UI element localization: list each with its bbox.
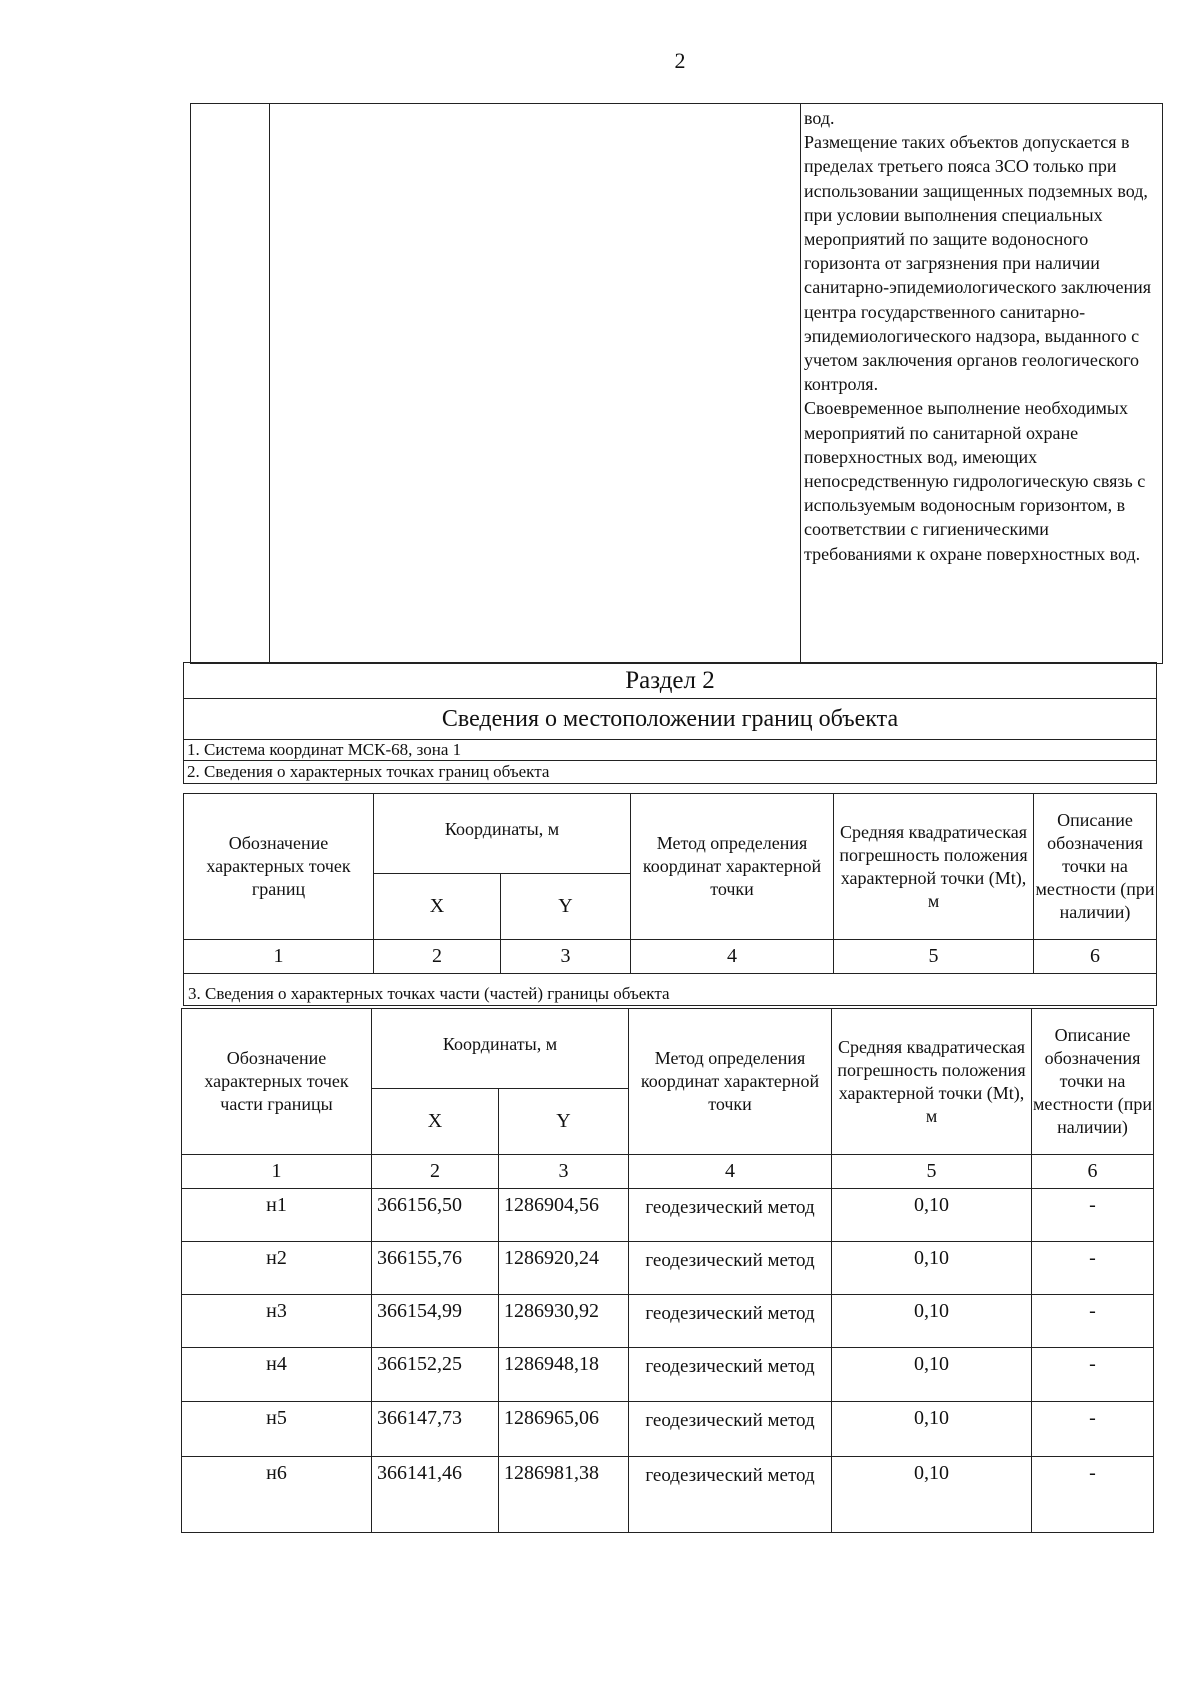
y-value: 1286930,92 [499, 1295, 629, 1348]
description-value: - [1032, 1457, 1154, 1533]
x-value: 366147,73 [372, 1402, 499, 1457]
description-value: - [1032, 1348, 1154, 1402]
header-designation: Обозначение характерных точек границ [184, 794, 374, 940]
y-value: 1286948,18 [499, 1348, 629, 1402]
continuation-paragraph: Размещение таких объектов допускается в пределах третьего пояса ЗСО только при использовании защищенных подземных вод, при условии выполнения специальных мероприятий по защите водоносного горизонта от загрязнения при наличии санитарно-эпидемиологического заключения центра государственного санитарно-эпидемиологического надзора, выданного с учетом заключения органов геологического контроля. [804, 132, 1152, 395]
parts-heading: 3. Сведения о характерных точках части (частей) границы объекта [184, 974, 1157, 1006]
header-coords: Координаты, м [372, 1009, 629, 1089]
header-method: Метод определения координат характерной точки [631, 794, 834, 940]
header-x: X [372, 1089, 499, 1155]
point-name: н1 [182, 1189, 372, 1242]
continuation-paragraph: Своевременное выполнение необходимых мероприятий по санитарной охране поверхностных вод, имеющих непосредственную гидрологическую связь с используемым водоносным горизонтом, в соответствии с гигиеническими требованиями к охране поверхностных вод. [804, 398, 1146, 564]
section-subtitle: Сведения о местоположении границ объекта [184, 699, 1157, 740]
header-error: Средняя квадратическая погрешность положения характерной точки (Mt), м [832, 1009, 1032, 1155]
point-name: н4 [182, 1348, 372, 1402]
column-number: 3 [499, 1155, 629, 1189]
method-value: геодезический метод [629, 1295, 832, 1348]
y-value: 1286904,56 [499, 1189, 629, 1242]
header-x: X [374, 874, 501, 940]
header-method: Метод определения координат характерной точки [629, 1009, 832, 1155]
error-value: 0,10 [832, 1295, 1032, 1348]
header-error: Средняя квадратическая погрешность положения характерной точки (Mt), м [834, 794, 1034, 940]
header-description: Описание обозначения точки на местности (при наличии) [1034, 794, 1157, 940]
x-value: 366141,46 [372, 1457, 499, 1533]
points-heading-cell [184, 761, 1157, 784]
points-table [183, 793, 1157, 1006]
table-row [182, 1402, 1154, 1457]
description-value: - [1032, 1402, 1154, 1457]
column-number: 5 [834, 940, 1034, 974]
table-row [182, 1189, 1154, 1242]
column-number: 2 [372, 1155, 499, 1189]
header-y: Y [501, 874, 631, 940]
point-name: н3 [182, 1295, 372, 1348]
page-number: 2 [674, 48, 686, 73]
method-value: геодезический метод [629, 1348, 832, 1402]
y-value: 1286920,24 [499, 1242, 629, 1295]
x-value: 366155,76 [372, 1242, 499, 1295]
error-value: 0,10 [832, 1348, 1032, 1402]
parts-table [181, 1008, 1154, 1533]
table-row [182, 1295, 1154, 1348]
section-header-table [183, 662, 1157, 784]
column-number: 6 [1032, 1155, 1154, 1189]
continuation-table [190, 103, 1163, 664]
method-value: геодезический метод [629, 1189, 832, 1242]
header-coords: Координаты, м [374, 794, 631, 874]
column-number: 6 [1034, 940, 1157, 974]
description-value: - [1032, 1242, 1154, 1295]
x-value: 366152,25 [372, 1348, 499, 1402]
point-name: н5 [182, 1402, 372, 1457]
header-y: Y [499, 1089, 629, 1155]
y-value: 1286965,06 [499, 1402, 629, 1457]
error-value: 0,10 [832, 1189, 1032, 1242]
error-value: 0,10 [832, 1242, 1032, 1295]
continuation-paragraph: вод. [804, 108, 835, 128]
method-value: геодезический метод [629, 1242, 832, 1295]
column-number: 1 [184, 940, 374, 974]
table-row [182, 1348, 1154, 1402]
column-number: 2 [374, 940, 501, 974]
section-title: Раздел 2 [184, 663, 1157, 699]
column-number: 4 [631, 940, 834, 974]
header-description: Описание обозначения точки на местности (при наличии) [1032, 1009, 1154, 1155]
error-value: 0,10 [832, 1402, 1032, 1457]
header-designation: Обозначение характерных точек части границы [182, 1009, 372, 1155]
x-value: 366156,50 [372, 1189, 499, 1242]
column-number: 1 [182, 1155, 372, 1189]
table-row [182, 1242, 1154, 1295]
column-number: 5 [832, 1155, 1032, 1189]
continuation-cell-text [801, 104, 1163, 664]
method-value: геодезический метод [629, 1402, 832, 1457]
x-value: 366154,99 [372, 1295, 499, 1348]
continuation-cell-name [270, 104, 801, 664]
description-value: - [1032, 1295, 1154, 1348]
coord-system-line: 1. Система координат МСК-68, зона 1 [184, 740, 1157, 761]
table-row [182, 1457, 1154, 1533]
continuation-cell-number [191, 104, 270, 664]
column-number: 3 [501, 940, 631, 974]
column-number: 4 [629, 1155, 832, 1189]
points-heading: 2. Сведения о характерных точках границ объекта [187, 762, 550, 781]
method-value: геодезический метод [629, 1457, 832, 1533]
description-value: - [1032, 1189, 1154, 1242]
error-value: 0,10 [832, 1457, 1032, 1533]
point-name: н2 [182, 1242, 372, 1295]
point-name: н6 [182, 1457, 372, 1533]
y-value: 1286981,38 [499, 1457, 629, 1533]
